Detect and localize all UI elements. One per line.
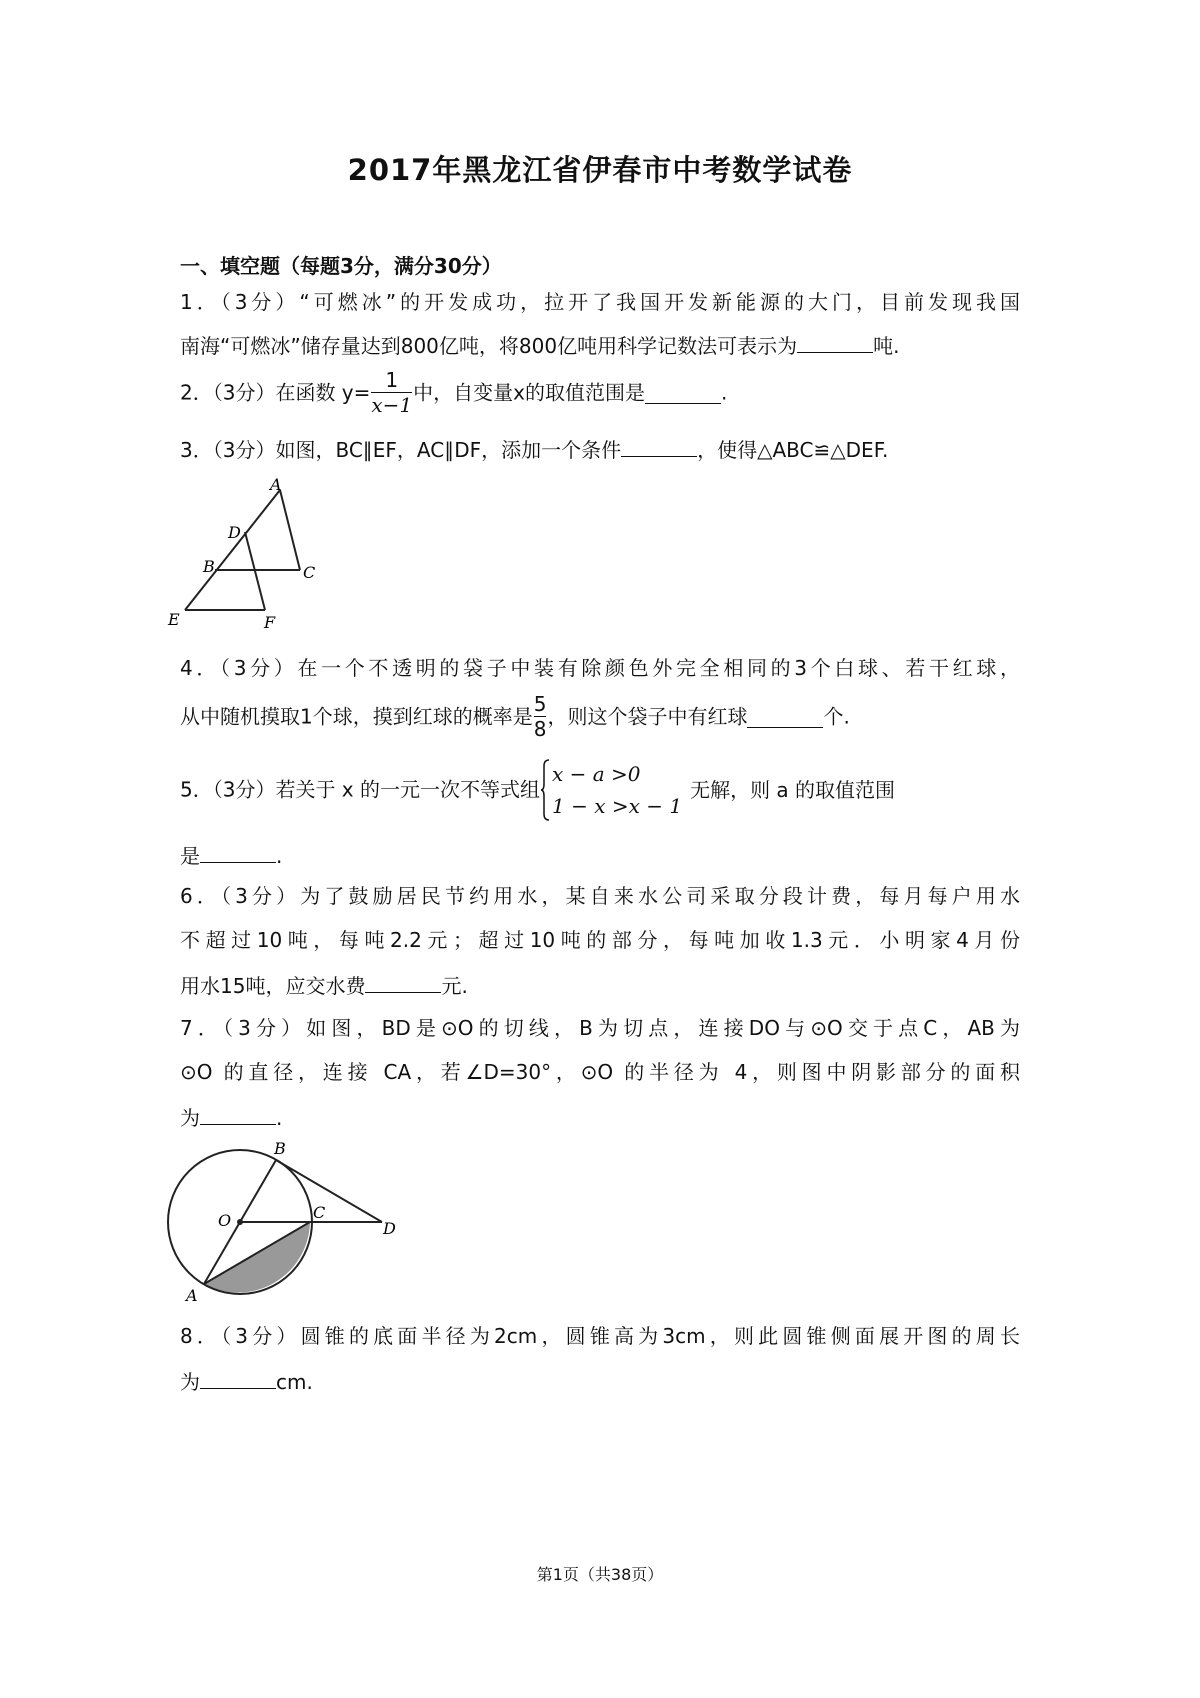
question-8-unit: cm. (276, 1370, 313, 1394)
question-4-end: 个. (823, 704, 850, 729)
question-1-line-2 (180, 330, 1020, 360)
label-d: D (228, 523, 241, 542)
line-ea (185, 490, 280, 610)
label-d: D (383, 1219, 396, 1238)
label-a: A (186, 1286, 198, 1305)
question-4-text: 从中随机摸取1个球，摸到红球的概率是 (180, 704, 533, 729)
question-5-text-3: 是 (180, 844, 200, 868)
question-6-text: 用水15吨，应交水费 (180, 974, 366, 998)
tangent-bd (276, 1160, 382, 1222)
label-c: C (303, 563, 316, 582)
question-7-end: . (276, 1106, 283, 1130)
question-5-line-2 (180, 840, 1020, 870)
label-b: B (274, 1139, 286, 1158)
question-1-text: 南海“可燃冰”储存量达到800亿吨，将800亿吨用科学记数法可表示为 (180, 334, 798, 358)
label-o: O (218, 1211, 232, 1230)
label-a: A (270, 475, 282, 494)
question-4-line-1: 4．（3分）在一个不透明的袋子中装有除颜色外完全相同的3个白球、若干红球， (180, 656, 1020, 680)
center-point (237, 1219, 243, 1225)
question-5-line-1 (180, 756, 1020, 822)
question-4-text-2: ，则这个袋子中有红球 (547, 704, 748, 729)
question-6-line-3 (180, 970, 1020, 1000)
figure-triangles (160, 470, 360, 640)
question-5-text-2: 无解，则 a 的取值范围 (690, 777, 896, 802)
question-1-unit: 吨. (873, 334, 900, 358)
question-1-line-1: 1．（3分）“可燃冰”的开发成功，拉开了我国开发新能源的大门，目前发现我国 (180, 290, 1020, 314)
answer-blank-1[interactable] (797, 330, 873, 353)
fraction-5-over-8 (534, 692, 547, 741)
answer-blank-8[interactable] (200, 1366, 276, 1389)
page-footer: 第1页（共38页） (536, 1565, 664, 1584)
fraction-denominator: x−1 (371, 393, 413, 417)
figure-circle-tangent (160, 1136, 410, 1306)
answer-blank-6[interactable] (365, 970, 441, 993)
question-2-end: . (721, 380, 728, 405)
question-7-line-2: ⊙O 的直径，连接 CA，若∠D=30°，⊙O 的半径为 4，则图中阴影部分的面积 (180, 1060, 1020, 1084)
question-5-end: . (276, 844, 283, 868)
question-3 (180, 434, 1020, 464)
section-heading: 一、填空题（每题3分，满分30分） (180, 254, 502, 278)
question-2 (180, 368, 1020, 417)
line-ac (280, 490, 300, 570)
answer-blank-4[interactable] (747, 705, 823, 728)
question-8-text: 为 (180, 1370, 200, 1394)
question-6-line-2: 不超过10吨，每吨2.2元；超过10吨的部分，每吨加收1.3元．小明家4月份 (180, 928, 1020, 952)
label-b: B (203, 557, 215, 576)
inequality-2: 1 − x >x − 1 (552, 793, 683, 818)
question-4-line-2 (180, 692, 1020, 741)
page-title: 2017年黑龙江省伊春市中考数学试卷 (347, 153, 853, 187)
question-3-text-2: ，使得△ABC≌△DEF. (697, 438, 889, 462)
label-f: F (264, 613, 276, 632)
question-6-line-1: 6．（3分）为了鼓励居民节约用水，某自来水公司采取分段计费，每月每户用水 (180, 884, 1020, 908)
question-2-text-2: 中，自变量x的取值范围是 (413, 380, 646, 405)
fraction-denominator: 8 (533, 717, 547, 741)
question-7-text: 为 (180, 1106, 200, 1130)
inequality-system (540, 758, 682, 822)
question-3-text: 3．（3分）如图，BC∥EF，AC∥DF，添加一个条件 (180, 438, 622, 462)
question-7-line-3 (180, 1102, 1020, 1132)
answer-blank-5[interactable] (200, 840, 276, 863)
question-6-unit: 元. (441, 974, 468, 998)
question-7-line-1: 7．（3分）如图，BD是⊙O的切线，B为切点，连接DO与⊙O交于点C，AB为 (180, 1016, 1020, 1040)
inequality-1: x − a >0 (552, 761, 641, 786)
question-8-line-2 (180, 1366, 1020, 1396)
label-c: C (313, 1203, 326, 1222)
question-8-line-1: 8．（3分）圆锥的底面半径为2cm，圆锥高为3cm，则此圆锥侧面展开图的周长 (180, 1324, 1020, 1348)
answer-blank-7[interactable] (200, 1102, 276, 1125)
label-e: E (168, 610, 180, 629)
fraction-1-over-x-minus-1 (371, 368, 412, 417)
fraction-numerator: 1 (385, 368, 399, 392)
brace-icon (540, 758, 550, 822)
fraction-numerator: 5 (533, 692, 547, 716)
answer-blank-3[interactable] (621, 434, 697, 457)
answer-blank-2[interactable] (645, 381, 721, 404)
question-5-text: 5．（3分）若关于 x 的一元一次不等式组 (180, 777, 540, 802)
question-2-text: 2．（3分）在函数 y= (180, 380, 371, 405)
